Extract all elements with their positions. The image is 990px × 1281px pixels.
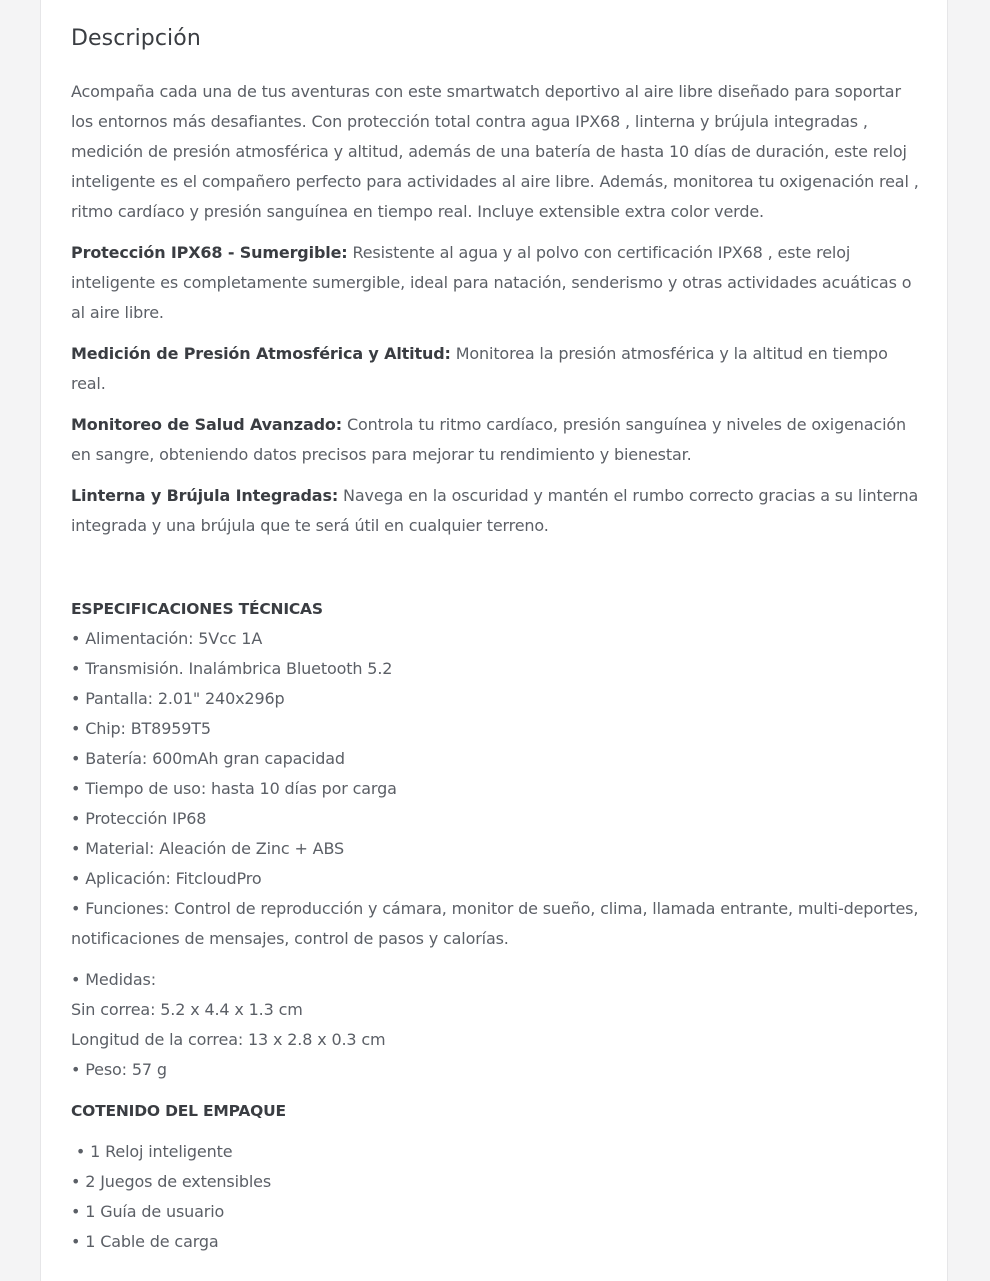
- feature-waterproof: [71, 238, 923, 328]
- measure-item: Sin correa: 5.2 x 4.4 x 1.3 cm: [71, 1000, 303, 1019]
- feature-text: Resistente al agua y al polvo con certificación IPX68 , este reloj inteligente es completamente sumergible, ideal para natación, senderismo y otras actividades acuáticas o al aire libre.: [71, 243, 912, 322]
- feature-title: Medición de Presión Atmosférica y Altitud:: [71, 344, 451, 363]
- feature-health: [71, 410, 923, 470]
- feature-text: Monitorea la presión atmosférica y la altitud en tiempo real.: [71, 344, 888, 393]
- description-card: [40, 0, 948, 1281]
- spec-item: • Tiempo de uso: hasta 10 días por carga: [71, 779, 397, 798]
- section-title: Descripción: [71, 26, 201, 51]
- measure-item: Longitud de la correa: 13 x 2.8 x 0.3 cm: [71, 1030, 386, 1049]
- measure-item: • Peso: 57 g: [71, 1060, 167, 1079]
- spec-item: • Pantalla: 2.01" 240x296p: [71, 689, 285, 708]
- spec-item: • Transmisión. Inalámbrica Bluetooth 5.2: [71, 659, 393, 678]
- spec-item: • Batería: 600mAh gran capacidad: [71, 749, 345, 768]
- package-item: • 2 Juegos de extensibles: [71, 1172, 272, 1191]
- feature-pressure: [71, 339, 923, 399]
- package-heading: COTENIDO DEL EMPAQUE: [71, 1102, 286, 1120]
- specs-heading: ESPECIFICACIONES TÉCNICAS: [71, 600, 323, 618]
- feature-text: Controla tu ritmo cardíaco, presión sanguínea y niveles de oxigenación en sangre, obteniendo datos precisos para mejorar tu rendimiento y bienestar.: [71, 415, 906, 464]
- specs-list: [71, 624, 923, 954]
- description-content: [71, 0, 923, 1257]
- spec-item: • Aplicación: FitcloudPro: [71, 869, 262, 888]
- package-item: • 1 Reloj inteligente: [71, 1142, 233, 1161]
- spec-item: • Material: Aleación de Zinc + ABS: [71, 839, 345, 858]
- spec-item: • Protección IP68: [71, 809, 207, 828]
- feature-flashlight: [71, 481, 923, 541]
- intro-paragraph: Acompaña cada una de tus aventuras con este smartwatch deportivo al aire libre diseñado para soportar los entornos más desafiantes. Con protección total contra agua IPX68 , linterna y brújula integradas , medición de presión atmosférica y altitud, además de una batería de hasta 10 días de duración, este reloj inteligente es el compañero perfecto para actividades al aire libre. Además, monitorea tu oxigenación real , ritmo cardíaco y presión sanguínea en tiempo real. Incluye extensible extra color verde.: [71, 82, 919, 221]
- feature-text: Navega en la oscuridad y mantén el rumbo correcto gracias a su linterna integrada y una brújula que te será útil en cualquier terreno.: [71, 486, 919, 535]
- measure-item: • Medidas:: [71, 970, 156, 989]
- feature-title: Monitoreo de Salud Avanzado:: [71, 415, 343, 434]
- package-item: • 1 Guía de usuario: [71, 1202, 225, 1221]
- spec-item: • Funciones: Control de reproducción y cámara, monitor de sueño, clima, llamada entrante, multi-deportes, notificaciones de mensajes, control de pasos y calorías.: [71, 899, 919, 948]
- feature-title: Protección IPX68 - Sumergible:: [71, 243, 348, 262]
- feature-title: Linterna y Brújula Integradas:: [71, 486, 339, 505]
- spec-item: • Alimentación: 5Vcc 1A: [71, 629, 263, 648]
- package-list: [71, 1137, 923, 1257]
- package-item: • 1 Cable de carga: [71, 1232, 219, 1251]
- spec-item: • Chip: BT8959T5: [71, 719, 211, 738]
- measures-list: [71, 965, 923, 1085]
